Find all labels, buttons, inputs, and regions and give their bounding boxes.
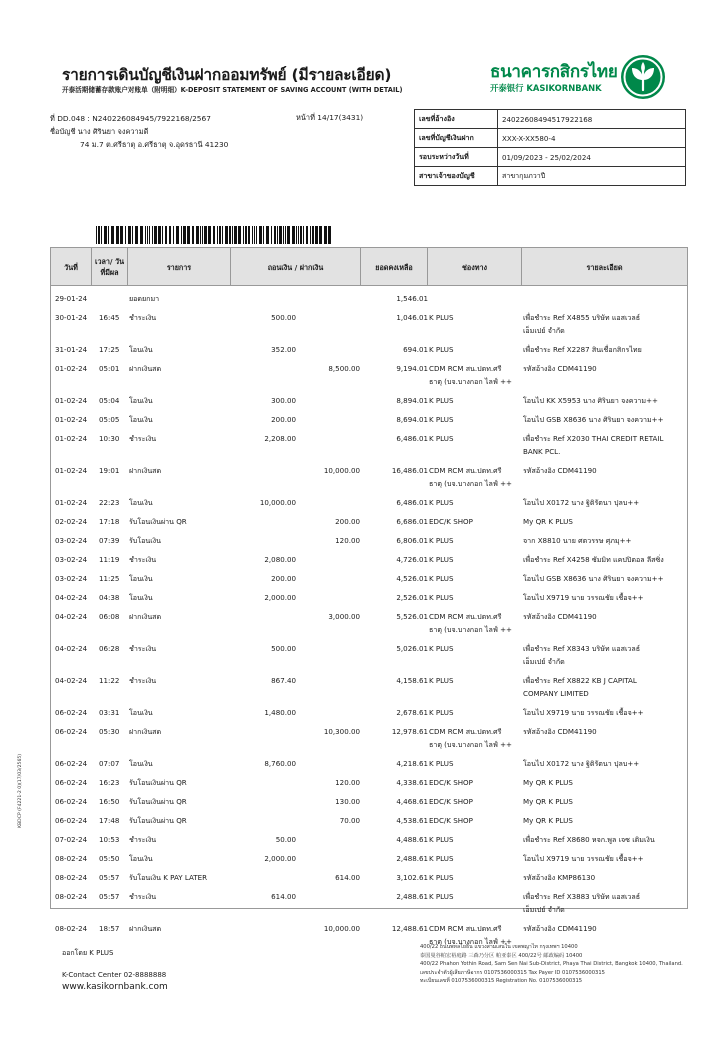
tx-balance: 12,488.61 — [391, 924, 428, 933]
tx-withdraw: 500.00 — [271, 644, 296, 653]
tx-description: รับโอนเงินผ่าน QR — [129, 517, 187, 526]
page-number: หน้าที่ 14/17(3431) — [296, 113, 364, 122]
tx-time: 05:30 — [99, 727, 120, 736]
tx-deposit: 70.00 — [339, 816, 360, 825]
statement-title-en: 开泰活期储蓄存款账户对账单（附明细）K-DEPOSIT STATEMENT OF SAVING ACCOUNT (WITH DETAIL) — [62, 86, 403, 94]
tx-withdraw: 614.00 — [271, 892, 296, 901]
tx-deposit: 200.00 — [335, 517, 360, 526]
tx-time: 05:57 — [99, 873, 120, 882]
tx-date: 01-02-24 — [55, 434, 88, 443]
tx-channel: EDC/K SHOP — [429, 778, 473, 787]
tx-description: ชำระเงิน — [129, 434, 157, 443]
info-value: 240226084945179221​68 — [498, 110, 686, 129]
table-row — [51, 343, 687, 356]
tx-balance: 2,678.61 — [396, 708, 428, 717]
tx-balance: 9,194.01 — [396, 364, 428, 373]
tx-channel: EDC/K SHOP — [429, 816, 473, 825]
tx-date: 03-02-24 — [55, 574, 88, 583]
tx-channel: K PLUS — [429, 555, 454, 564]
issued-by: ออกโดย K PLUS — [62, 949, 114, 957]
footer-contact — [62, 947, 168, 993]
tx-detail: รหัสอ้างอิง CDM41190 — [523, 612, 597, 621]
tx-detail: โอนไป X9719 นาย วรรณชัย เชื้อจ++ — [523, 593, 644, 602]
table-row — [51, 432, 687, 458]
tx-balance: 12,978.61 — [391, 727, 428, 736]
table-row — [51, 890, 687, 916]
tx-description: รับโอนเงินผ่าน QR — [129, 816, 187, 825]
tx-detail: โอนไป X9719 นาย วรรณชัย เชื้อจ++ — [523, 854, 644, 863]
tx-time: 22:23 — [99, 498, 120, 507]
tx-time: 05:50 — [99, 854, 120, 863]
tx-time: 16:45 — [99, 313, 120, 322]
tx-channel: CDM RCM สน.ปตท.ศรี ธาตุ (บจ.บางกอก ไลฟ์ ++ — [429, 364, 512, 386]
tx-deposit: 10,000.00 — [323, 924, 360, 933]
tx-detail: My QR K PLUS — [523, 517, 573, 526]
tx-detail: เพื่อชำระ Ref X8680 หจก.พูล เจซ เติมเงิน — [523, 835, 655, 844]
tx-detail: โอนไป GSB X8636 นาง ศิรินยา จงความ++ — [523, 415, 664, 424]
tx-date: 07-02-24 — [55, 835, 88, 844]
tx-detail: รหัสอ้างอิง CDM41190 — [523, 466, 597, 475]
tx-date: 06-02-24 — [55, 778, 88, 787]
tx-date: 06-02-24 — [55, 759, 88, 768]
tx-detail: โอนไป KK X5953 นาง ศิรินยา จงความ++ — [523, 396, 658, 405]
tx-balance: 694.01 — [403, 345, 428, 354]
tx-time: 17:18 — [99, 517, 120, 526]
tx-time: 16:23 — [99, 778, 120, 787]
tx-detail: โอนไป GSB X8636 นาง ศิรินยา จงความ++ — [523, 574, 664, 583]
tx-channel: K PLUS — [429, 759, 454, 768]
table-row — [51, 833, 687, 846]
tx-detail: เพื่อชำระ Ref X2030 THAI CREDIT RETAIL BANK PCL. — [523, 434, 664, 456]
account-info-table — [414, 109, 686, 186]
tx-description: โอนเงิน — [129, 345, 153, 354]
tx-balance: 4,468.61 — [396, 797, 428, 806]
tx-date: 08-02-24 — [55, 854, 88, 863]
tx-balance: 6,686.01 — [396, 517, 428, 526]
tx-balance: 16,486.01 — [391, 466, 428, 475]
website-link[interactable]: www.kasikornbank.com — [62, 982, 168, 992]
tx-description: ฝากเงินสด — [129, 612, 162, 621]
tx-channel: K PLUS — [429, 574, 454, 583]
tx-description: ชำระเงิน — [129, 555, 157, 564]
table-row — [51, 725, 687, 751]
info-label: เลขที่บัญชีเงินฝาก — [415, 129, 498, 148]
customer-address-block — [50, 112, 228, 151]
col-header-detail: รายละเอียด — [586, 262, 623, 272]
tx-withdraw: 8,760.00 — [264, 759, 296, 768]
tx-time: 05:04 — [99, 396, 120, 405]
tx-balance: 6,486.01 — [396, 434, 428, 443]
table-row — [51, 553, 687, 566]
tx-description: ฝากเงินสด — [129, 924, 162, 933]
table-row — [51, 674, 687, 700]
tx-time: 10:30 — [99, 434, 120, 443]
col-header-time: เวลา/ วันที่มีผล — [95, 257, 125, 277]
info-value: XXX-X-XX580-4 — [498, 129, 686, 148]
tx-description: ชำระเงิน — [129, 676, 157, 685]
tx-time: 06:08 — [99, 612, 120, 621]
tx-time: 17:25 — [99, 345, 120, 354]
tx-description: รับโอนเงิน K PAY LATER — [129, 873, 208, 882]
tx-detail: เพื่อชำระ Ref X4855 บริษัท แอสเวลธ์ เอ็มเปย์ จำกัด — [523, 313, 641, 335]
tx-date: 06-02-24 — [55, 816, 88, 825]
tx-time: 18:57 — [99, 924, 120, 933]
tx-channel: K PLUS — [429, 835, 454, 844]
table-row — [51, 610, 687, 636]
tx-detail: รหัสอ้างอิง CDM41190 — [523, 727, 597, 736]
tx-detail: โอนไป X0172 นาง ฐิติรัตนา ปุลบ++ — [523, 498, 640, 507]
tx-date: 01-02-24 — [55, 364, 88, 373]
tx-balance: 2,526.01 — [396, 593, 428, 602]
tx-time: 10:53 — [99, 835, 120, 844]
tx-detail: เพื่อชำระ Ref X3883 บริษัท แอสเวลธ์ เอ็มเปย์ จำกัด — [523, 892, 641, 914]
table-row — [51, 706, 687, 719]
tx-description: รับโอนเงินผ่าน QR — [129, 778, 187, 787]
info-row — [415, 110, 686, 129]
table-row — [51, 311, 687, 337]
tx-time: 16:50 — [99, 797, 120, 806]
table-row — [51, 591, 687, 604]
tx-time: 05:57 — [99, 892, 120, 901]
tx-balance: 4,526.01 — [396, 574, 428, 583]
document-reference: ที่ DD.048 : N240226084945/7922168/2567 — [50, 114, 211, 123]
tx-date: 04-02-24 — [55, 676, 88, 685]
tx-balance: 8,894.01 — [396, 396, 428, 405]
footer-address-line: 400/22 Phahon Yothin Road, Sam Sen Nai Sub-District, Phaya Thai District, Bangkok 10400, Thailand. — [420, 961, 683, 968]
table-row — [51, 496, 687, 509]
tx-date: 04-02-24 — [55, 593, 88, 602]
tx-balance: 6,806.01 — [396, 536, 428, 545]
tx-deposit: 10,000.00 — [323, 466, 360, 475]
tx-channel: CDM RCM สน.ปตท.ศรี ธาตุ (บจ.บางกอก ไลฟ์ ++ — [429, 924, 512, 946]
tx-withdraw: 50.00 — [275, 835, 296, 844]
tx-time: 07:07 — [99, 759, 120, 768]
tx-channel: K PLUS — [429, 644, 454, 653]
tx-date: 01-02-24 — [55, 415, 88, 424]
col-header-balance: ยอดคงเหลือ — [375, 262, 413, 272]
tx-balance: 4,488.61 — [396, 835, 428, 844]
tx-balance: 2,488.61 — [396, 892, 428, 901]
tx-deposit: 3,000.00 — [328, 612, 360, 621]
tx-date: 08-02-24 — [55, 892, 88, 901]
tx-date: 02-02-24 — [55, 517, 88, 526]
tx-description: โอนเงิน — [129, 854, 153, 863]
tx-time: 19:01 — [99, 466, 120, 475]
tx-date: 30-01-24 — [55, 313, 88, 322]
tx-channel: K PLUS — [429, 873, 454, 882]
info-label: เลขที่อ้างอิง — [415, 110, 498, 129]
tx-date: 08-02-24 — [55, 873, 88, 882]
tx-detail: เพื่อชำระ Ref X2287 สินเชื่อกสิกรไทย — [523, 345, 642, 354]
tx-balance: 1,046.01 — [396, 313, 428, 322]
tx-channel: CDM RCM สน.ปตท.ศรี ธาตุ (บจ.บางกอก ไลฟ์ ++ — [429, 727, 512, 749]
tx-channel: K PLUS — [429, 892, 454, 901]
tx-date: 04-02-24 — [55, 644, 88, 653]
tx-channel: K PLUS — [429, 854, 454, 863]
table-row — [51, 394, 687, 407]
tx-date: 01-02-24 — [55, 396, 88, 405]
contact-center: K-Contact Center 02-8888888 — [62, 971, 167, 979]
tx-withdraw: 2,000.00 — [264, 854, 296, 863]
tx-deposit: 10,300.00 — [323, 727, 360, 736]
tx-description: โอนเงิน — [129, 396, 153, 405]
side-form-code: KBDCP (F4221-2 0)(17/03/2565) — [18, 753, 23, 828]
tx-deposit: 130.00 — [335, 797, 360, 806]
tx-balance: 2,488.61 — [396, 854, 428, 863]
tx-time: 07:39 — [99, 536, 120, 545]
tx-date: 06-02-24 — [55, 727, 88, 736]
tx-detail: โอนไป X9719 นาย วรรณชัย เชื้อจ++ — [523, 708, 644, 717]
tx-description: โอนเงิน — [129, 593, 153, 602]
tx-detail: My QR K PLUS — [523, 816, 573, 825]
table-row — [51, 814, 687, 827]
tx-detail: รหัสอ้างอิง CDM41190 — [523, 924, 597, 933]
tx-description: โอนเงิน — [129, 498, 153, 507]
table-row — [51, 292, 687, 305]
tx-balance: 8,694.01 — [396, 415, 428, 424]
table-row — [51, 642, 687, 668]
tx-channel: K PLUS — [429, 396, 454, 405]
info-value: สาขากุมภวาปี — [498, 167, 686, 186]
tx-balance: 6,486.01 — [396, 498, 428, 507]
tx-detail: เพื่อชำระ Ref X8822 KB J CAPITAL COMPANY LIMITED — [523, 676, 637, 698]
info-row — [415, 167, 686, 186]
tx-withdraw: 1,480.00 — [264, 708, 296, 717]
kasikorn-logo-icon — [620, 54, 666, 100]
tx-withdraw: 2,208.00 — [264, 434, 296, 443]
tx-detail: จาก X8810 นาย ศตวรรษ ศุภมุ++ — [523, 536, 632, 545]
tx-time: 11:22 — [99, 676, 120, 685]
tx-time: 04:38 — [99, 593, 120, 602]
tx-time: 05:01 — [99, 364, 120, 373]
tx-withdraw: 2,000.00 — [264, 593, 296, 602]
table-row — [51, 776, 687, 789]
tx-withdraw: 10,000.00 — [259, 498, 296, 507]
tx-description: โอนเงิน — [129, 415, 153, 424]
tx-time: 03:31 — [99, 708, 120, 717]
tx-description: ฝากเงินสด — [129, 727, 162, 736]
tx-balance: 4,538.61 — [396, 816, 428, 825]
tx-balance: 5,526.01 — [396, 612, 428, 621]
bank-name-en: 开泰银行 KASIKORNBANK — [490, 83, 602, 93]
table-row — [51, 362, 687, 388]
table-row — [51, 413, 687, 426]
footer-address-line: เลขประจำตัวผู้เสียภาษีอากร 0107536000315 Tax Payer ID 0107536000315 — [420, 969, 605, 976]
tx-channel: K PLUS — [429, 593, 454, 602]
barcode-icon — [96, 226, 332, 244]
tx-channel: K PLUS — [429, 313, 454, 322]
tx-detail: My QR K PLUS — [523, 797, 573, 806]
tx-channel: CDM RCM สน.ปตท.ศรี ธาตุ (บจ.บางกอก ไลฟ์ ++ — [429, 466, 512, 488]
tx-description: ยอดยกมา — [129, 294, 160, 303]
tx-detail: เพื่อชำระ Ref X4258 ซัมมิท แคปปิตอล ลีสซิ่ง — [523, 555, 664, 564]
tx-withdraw: 867.40 — [271, 676, 296, 685]
tx-balance: 1,546.01 — [396, 294, 428, 303]
table-row — [51, 852, 687, 865]
tx-description: โอนเงิน — [129, 759, 153, 768]
col-header-description: รายการ — [166, 262, 192, 272]
tx-date: 01-02-24 — [55, 498, 88, 507]
bank-name-th: ธนาคารกสิกรไทย — [490, 62, 618, 82]
tx-date: 01-02-24 — [55, 466, 88, 475]
tx-date: 29-01-24 — [55, 294, 88, 303]
tx-date: 31-01-24 — [55, 345, 88, 354]
tx-withdraw: 300.00 — [271, 396, 296, 405]
col-header-amount: ถอนเงิน / ฝากเงิน — [267, 262, 324, 272]
tx-date: 04-02-24 — [55, 612, 88, 621]
tx-detail: โอนไป X0172 นาง ฐิติรัตนา ปุลบ++ — [523, 759, 640, 768]
col-header-date: วันที่ — [64, 262, 78, 272]
tx-time: 06:28 — [99, 644, 120, 653]
col-header-channel: ช่องทาง — [462, 262, 487, 272]
table-row — [51, 515, 687, 528]
tx-detail: เพื่อชำระ Ref X8343 บริษัท แอสเวลธ์ เอ็มเปย์ จำกัด — [523, 644, 641, 666]
tx-description: ชำระเงิน — [129, 835, 157, 844]
tx-description: โอนเงิน — [129, 708, 153, 717]
tx-withdraw: 200.00 — [271, 574, 296, 583]
tx-withdraw: 352.00 — [271, 345, 296, 354]
tx-detail: รหัสอ้างอิง KMP86130 — [523, 873, 596, 882]
tx-detail: My QR K PLUS — [523, 778, 573, 787]
tx-description: รับโอนเงิน — [129, 536, 161, 545]
tx-channel: EDC/K SHOP — [429, 797, 473, 806]
tx-time: 11:19 — [99, 555, 120, 564]
info-row — [415, 129, 686, 148]
info-row — [415, 148, 686, 167]
tx-withdraw: 500.00 — [271, 313, 296, 322]
tx-date: 06-02-24 — [55, 708, 88, 717]
transaction-table — [50, 247, 688, 946]
footer-address-line: 400/22 ถนนพหลโยธิน แขวงสามเสนใน เขตพญาไท กรุงเทพฯ 10400 — [420, 944, 578, 950]
tx-balance: 4,218.61 — [396, 759, 428, 768]
tx-description: โอนเงิน — [129, 574, 153, 583]
tx-date: 03-02-24 — [55, 536, 88, 545]
tx-withdraw: 200.00 — [271, 415, 296, 424]
footer-address — [420, 943, 683, 986]
tx-description: ชำระเงิน — [129, 313, 157, 322]
info-label: รอบระหว่างวันที่ — [415, 148, 498, 167]
tx-balance: 4,158.61 — [396, 676, 428, 685]
tx-channel: EDC/K SHOP — [429, 517, 473, 526]
tx-deposit: 120.00 — [335, 778, 360, 787]
table-row — [51, 534, 687, 547]
tx-detail: รหัสอ้างอิง CDM41190 — [523, 364, 597, 373]
table-row — [51, 795, 687, 808]
tx-description: ชำระเงิน — [129, 892, 157, 901]
statement-title-th: รายการเดินบัญชีเงินฝากออมทรัพย์ (มีรายละเอียด) — [62, 66, 392, 84]
footer-address-line: 泰国曼谷帕宏裕庭路 三森乃分区 帕亚泰区 400/22号 邮政编码 10400 — [420, 952, 583, 959]
tx-deposit: 8,500.00 — [328, 364, 360, 373]
tx-date: 03-02-24 — [55, 555, 88, 564]
tx-date: 06-02-24 — [55, 797, 88, 806]
tx-time: 05:05 — [99, 415, 120, 424]
info-label: สาขาเจ้าของบัญชี — [415, 167, 498, 186]
tx-channel: K PLUS — [429, 676, 454, 685]
tx-description: ฝากเงินสด — [129, 466, 162, 475]
footer-address-line: ทะเบียนเลขที่ 0107536000315 Registration No. 0107536000315 — [420, 978, 583, 985]
tx-channel: K PLUS — [429, 415, 454, 424]
table-header — [51, 248, 687, 286]
table-row — [51, 871, 687, 884]
tx-deposit: 120.00 — [335, 536, 360, 545]
tx-description: รับโอนเงินผ่าน QR — [129, 797, 187, 806]
account-name: ชื่อบัญชี นาง ศิรินยา จงความดี — [50, 127, 149, 136]
tx-deposit: 614.00 — [335, 873, 360, 882]
tx-description: ฝากเงินสด — [129, 364, 162, 373]
table-row — [51, 572, 687, 585]
tx-balance: 3,102.61 — [396, 873, 428, 882]
tx-channel: K PLUS — [429, 536, 454, 545]
tx-time: 17:48 — [99, 816, 120, 825]
customer-address: 74 ม.7 ต.ศรีธาตุ อ.ศรีธาตุ จ.อุดรธานี 41230 — [80, 140, 229, 149]
info-value: 01/09/2023 - 25/02/2024 — [498, 148, 686, 167]
tx-withdraw: 2,080.00 — [264, 555, 296, 564]
tx-channel: CDM RCM สน.ปตท.ศรี ธาตุ (บจ.บางกอก ไลฟ์ ++ — [429, 612, 512, 634]
tx-balance: 4,338.61 — [396, 778, 428, 787]
table-row — [51, 464, 687, 490]
tx-description: ชำระเงิน — [129, 644, 157, 653]
tx-date: 08-02-24 — [55, 924, 88, 933]
tx-channel: K PLUS — [429, 498, 454, 507]
tx-balance: 4,726.01 — [396, 555, 428, 564]
table-row — [51, 757, 687, 770]
tx-time: 11:25 — [99, 574, 120, 583]
tx-channel: K PLUS — [429, 434, 454, 443]
tx-balance: 5,026.01 — [396, 644, 428, 653]
tx-channel: K PLUS — [429, 345, 454, 354]
tx-channel: K PLUS — [429, 708, 454, 717]
